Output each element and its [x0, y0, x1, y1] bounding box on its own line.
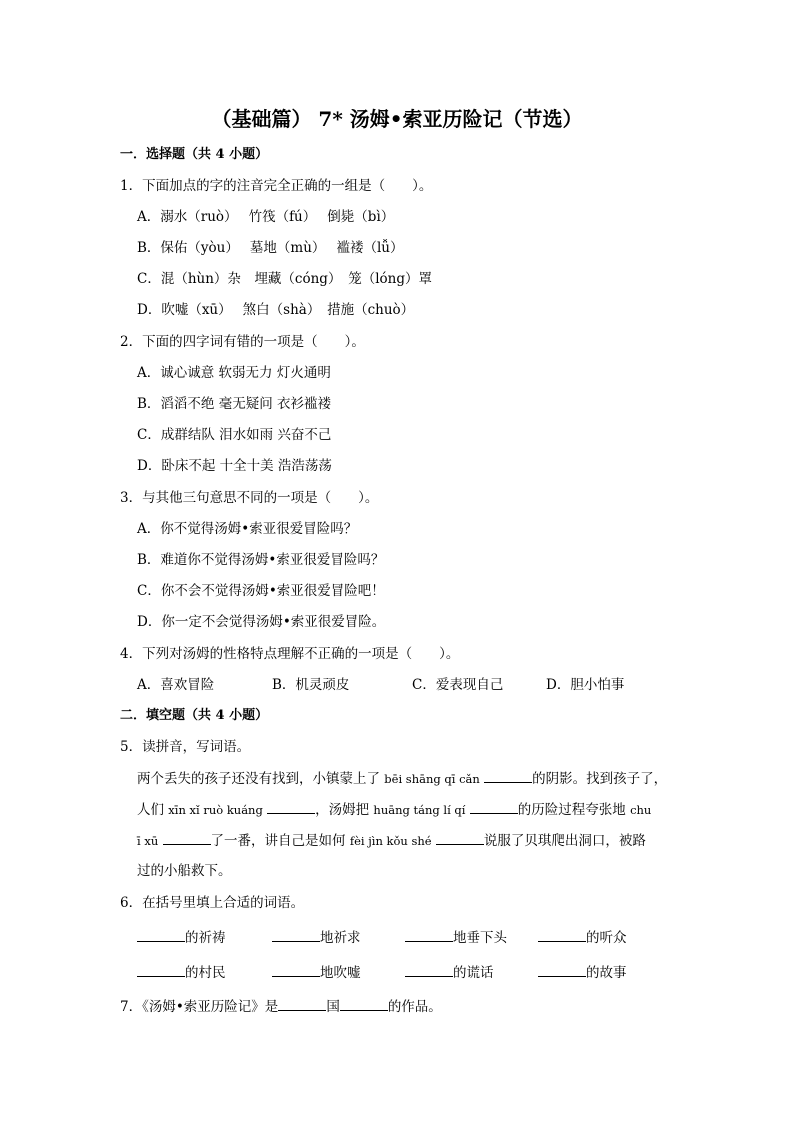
question-5-line-4: 过的小船救下。	[137, 863, 232, 879]
answer-blank[interactable]	[538, 962, 586, 977]
answer-blank[interactable]	[163, 830, 211, 845]
q5-pinyin-1: bēi shāng qī cǎn	[384, 772, 480, 786]
q6-item	[272, 927, 361, 948]
answer-blank[interactable]	[272, 927, 320, 942]
section-heading-fill: 二．填空题（共 4 小题）	[120, 708, 269, 723]
question-1-stem: 1．下面加点的字的注音完全正确的一组是（ ）。	[120, 178, 433, 194]
question-1-option-d: D．吹嘘（xū） 煞白（shà） 措施（chuò）	[137, 302, 415, 318]
question-2-option-b: B．滔滔不绝 毫无疑问 衣衫褴褛	[137, 396, 332, 412]
question-3-option-b: B．难道你不觉得汤姆•索亚很爱冒险吗？	[137, 552, 385, 568]
q7-text: 7．《汤姆•索亚历险记》是	[120, 999, 279, 1015]
q6-item-text: 的村民	[185, 965, 226, 981]
answer-blank[interactable]	[137, 962, 185, 977]
answer-blank[interactable]	[484, 768, 532, 783]
question-1-option-b: B．保佑（yòu） 墓地（mù） 褴褛（lǚ）	[137, 240, 404, 256]
q5-pinyin-3: huāng táng lí qí	[373, 803, 466, 817]
q6-item-text: 的听众	[586, 930, 627, 946]
question-1-option-c: C．混（hùn）杂 埋藏（cóng） 笼（lóng）罩	[137, 271, 432, 287]
q5-text: 两个丢失的孩子还没有找到，小镇蒙上了	[137, 771, 380, 787]
q5-pinyin-5: fèi jìn kǒu shé	[349, 834, 432, 848]
answer-blank[interactable]	[538, 927, 586, 942]
q6-item	[137, 962, 226, 983]
q6-item	[272, 962, 361, 983]
page-title: （基础篇） 7* 汤姆•索亚历险记（节选）	[211, 107, 583, 131]
question-2-stem: 2．下面的四字词有错的一项是（ ）。	[120, 334, 365, 350]
question-1-option-a: A．溺水（ruò） 竹筏（fú） 倒毙（bì）	[137, 209, 395, 225]
q5-text: 的历险过程夸张地	[517, 802, 626, 818]
question-3-option-c: C．你不会不觉得汤姆•索亚很爱冒险吧！	[137, 583, 385, 599]
answer-blank[interactable]	[340, 996, 388, 1011]
q6-item	[538, 927, 627, 948]
q6-item	[538, 962, 627, 983]
q5-text: 人们	[137, 802, 164, 818]
q6-item-text: 的故事	[586, 965, 627, 981]
question-4-option-d: D．胆小怕事	[546, 677, 625, 693]
answer-blank[interactable]	[405, 962, 453, 977]
answer-blank[interactable]	[267, 799, 315, 814]
q5-text: ，汤姆把	[315, 802, 370, 818]
question-2-option-d: D．卧床不起 十全十美 浩浩荡荡	[137, 458, 332, 474]
q6-item	[405, 927, 507, 948]
question-2-option-a: A．诚心诚意 软弱无力 灯火通明	[137, 365, 331, 381]
question-5-stem: 5．读拼音，写词语。	[120, 739, 251, 755]
q6-item	[405, 962, 494, 983]
question-4-stem: 4．下列对汤姆的性格特点理解不正确的一项是（ ）。	[120, 646, 460, 662]
q7-text: 国	[326, 999, 340, 1015]
q5-pinyin-2: xīn xǐ ruò kuáng	[168, 803, 263, 817]
question-4-option-b: B．机灵顽皮	[272, 677, 350, 693]
q6-item	[137, 927, 226, 948]
answer-blank[interactable]	[137, 927, 185, 942]
q5-text: 说服了贝琪爬出洞口，被路	[483, 833, 646, 849]
answer-blank[interactable]	[436, 830, 484, 845]
section-heading-choice: 一．选择题（共 4 小题）	[120, 147, 269, 162]
q5-pinyin-4a: chu	[630, 803, 652, 817]
question-2-option-c: C．成群结队 泪水如雨 兴奋不己	[137, 427, 332, 443]
question-7	[120, 996, 442, 1017]
q5-text: 的阴影。找到孩子了，	[532, 771, 668, 787]
q6-item-text: 的祈祷	[185, 930, 226, 946]
q6-item-text: 地吹嘘	[320, 965, 361, 981]
question-5-line-3	[137, 830, 646, 851]
answer-blank[interactable]	[278, 996, 326, 1011]
question-5-line-1	[137, 768, 667, 789]
question-4-option-c: C．爱表现自己	[412, 677, 504, 693]
answer-blank[interactable]	[272, 962, 320, 977]
q5-text: 了一番，讲自己是如何	[210, 833, 346, 849]
question-4-option-a: A．喜欢冒险	[137, 677, 215, 693]
question-3-stem: 3．与其他三句意思不同的一项是（ ）。	[120, 490, 379, 506]
answer-blank[interactable]	[405, 927, 453, 942]
q7-text: 的作品。	[387, 999, 442, 1015]
question-5-line-2	[137, 799, 651, 820]
q5-pinyin-4b: ī xū	[137, 834, 159, 848]
q6-item-text: 地祈求	[320, 930, 361, 946]
answer-blank[interactable]	[470, 799, 518, 814]
q6-item-text: 的谎话	[453, 965, 494, 981]
q6-item-text: 地垂下头	[453, 930, 507, 946]
question-6-stem: 6．在括号里填上合适的词语。	[120, 895, 305, 911]
question-3-option-d: D．你一定不会觉得汤姆•索亚很爱冒险。	[137, 614, 386, 630]
question-3-option-a: A．你不觉得汤姆•索亚很爱冒险吗？	[137, 521, 358, 537]
